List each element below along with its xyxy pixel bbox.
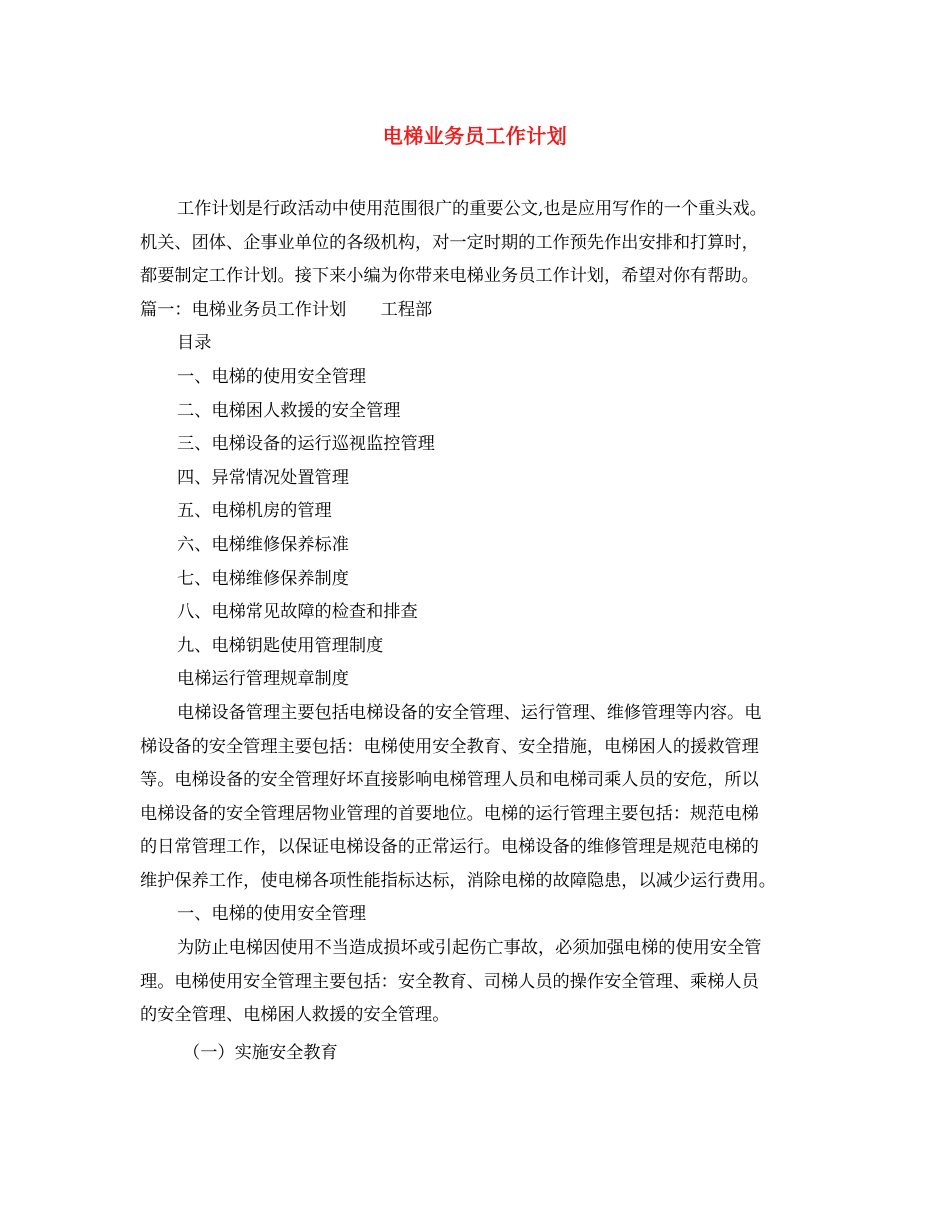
toc-item-5: 五、电梯机房的管理 xyxy=(177,501,332,522)
toc-item-9: 九、电梯钥匙使用管理制度 xyxy=(177,635,384,656)
document-title: 电梯业务员工作计划 xyxy=(382,124,568,148)
document-body xyxy=(140,193,830,1070)
regulation-heading: 电梯运行管理规章制度 xyxy=(177,669,349,690)
paragraph1-line-4: 电梯设备的安全管理居物业管理的首要地位。电梯的运行管理主要包括：规范电梯 xyxy=(140,803,759,824)
paragraph1-line-3: 等。电梯设备的安全管理好坏直接影响电梯管理人员和电梯司乘人员的安危，所以 xyxy=(140,770,759,791)
intro-line-3: 都要制定工作计划。接下来小编为你带来电梯业务员工作计划，希望对你有帮助。 xyxy=(140,266,759,287)
paragraph1-line-5: 的日常管理工作，以保证电梯设备的正常运行。电梯设备的维修管理是规范电梯的 xyxy=(140,837,759,858)
toc-item-4: 四、异常情况处置管理 xyxy=(177,467,349,488)
section1-heading: 一、电梯的使用安全管理 xyxy=(177,904,367,925)
toc-item-7: 七、电梯维修保养制度 xyxy=(177,568,349,589)
subsection-heading: （一）实施安全教育 xyxy=(183,1042,338,1063)
toc-item-8: 八、电梯常见故障的检查和排查 xyxy=(177,602,418,623)
intro-line-1: 工作计划是行政活动中使用范围很广的重要公文,也是应用写作的一个重头戏。 xyxy=(177,199,767,219)
toc-item-2: 二、电梯困人救援的安全管理 xyxy=(177,400,401,421)
paragraph2-line-1: 为防止电梯因使用不当造成损坏或引起伤亡事故，必须加强电梯的使用安全管 xyxy=(177,938,762,959)
paragraph1-line-1: 电梯设备管理主要包括电梯设备的安全管理、运行管理、维修管理等内容。电 xyxy=(177,702,762,723)
paragraph1-line-6: 维护保养工作，使电梯各项性能指标达标，消除电梯的故障隐患，以减少运行费用。 xyxy=(140,870,776,891)
paragraph1-line-2: 梯设备的安全管理主要包括：电梯使用安全教育、安全措施，电梯困人的援救管理 xyxy=(140,736,759,757)
toc-item-1: 一、电梯的使用安全管理 xyxy=(177,366,367,387)
paragraph2-line-3: 的安全管理、电梯困人救援的安全管理。 xyxy=(140,1005,450,1026)
intro-line-2: 机关、团体、企事业单位的各级机构，对一定时期的工作预先作出安排和打算时， xyxy=(140,232,759,253)
paragraph2-line-2: 理。电梯使用安全管理主要包括：安全教育、司梯人员的操作安全管理、乘梯人员 xyxy=(140,971,759,992)
toc-item-3: 三、电梯设备的运行巡视监控管理 xyxy=(177,434,435,455)
toc-item-6: 六、电梯维修保养标准 xyxy=(177,534,349,555)
part-heading: 篇一：电梯业务员工作计划 工程部 xyxy=(140,299,433,320)
toc-heading: 目录 xyxy=(177,333,212,354)
